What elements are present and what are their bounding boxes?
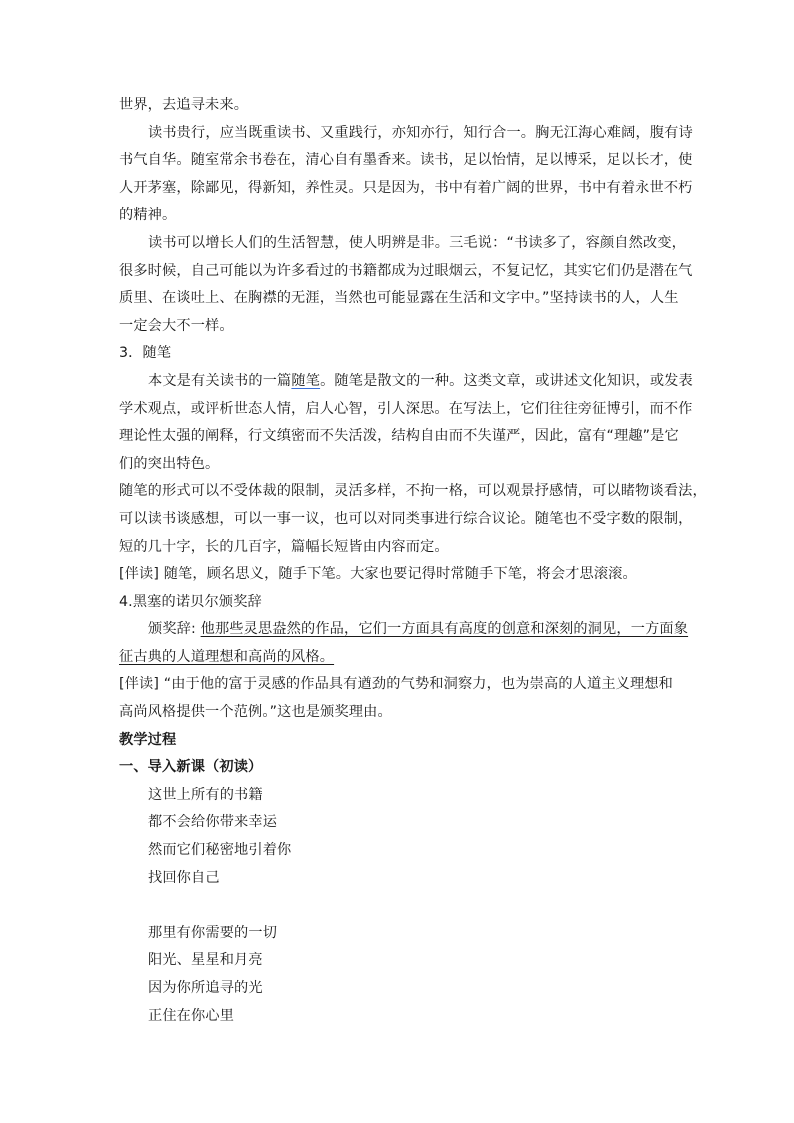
text-span: 。随笔是散文的一种。这类文章，或讲述文化知识，或发表 <box>320 372 693 389</box>
award-citation-line <box>119 616 689 644</box>
paragraph-line: 读书贵行，应当既重读书、又重践行，亦知亦行，知行合一。胸无江海心难阔，腹有诗 <box>148 124 693 141</box>
poem-line: 那里有你需要的一切 <box>148 924 278 941</box>
paragraph-line: 短的几十字，长的几百字，篇幅长短皆由内容而定。 <box>119 538 449 555</box>
companion-reading: 高尚风格提供一个范例。”这也是颁奖理由。 <box>119 704 392 721</box>
paragraph-line: 质里、在谈吐上、在胸襟的无涯，当然也可能显露在生活和文字中。”坚持读书的人，人生 <box>119 290 679 307</box>
poem-line: 这世上所有的书籍 <box>148 786 263 803</box>
paragraph-line: 书气自华。随室常余书卷在，清心自有墨香来。读书，足以怡情，足以博采，足以长才，使 <box>119 152 693 169</box>
paragraph-line: 随笔的形式可以不受体裁的限制，灵活多样，不拘一格，可以观景抒感情，可以睹物谈看法， <box>119 483 707 500</box>
marked-word: 随笔 <box>291 372 321 389</box>
intro-heading: 一、导入新课（初读） <box>119 759 263 776</box>
companion-reading: [伴读] “由于他的富于灵感的作品具有遒劲的气势和洞察力，也为崇高的人道主义理想和 <box>119 676 674 693</box>
teaching-process-heading: 教学过程 <box>119 731 177 748</box>
poem-line: 因为你所追寻的光 <box>148 980 263 996</box>
poem-line: 都不会给你带来幸运 <box>148 814 278 831</box>
paragraph-line: 的精神。 <box>119 207 177 224</box>
paragraph-line: 人开茅塞，除鄙见，得新知，养性灵。只是因为，书中有着广阔的世界，书中有着永世不朽 <box>119 179 693 196</box>
paragraph-line: 们的突出特色。 <box>119 455 220 472</box>
poem-line: 正住在你心里 <box>148 1007 235 1024</box>
paragraph-line: 一定会大不一样。 <box>119 317 234 334</box>
award-citation-line <box>119 644 679 672</box>
paragraph-line: 学术观点，或评析世态人情，启人心智，引人深思。在写法上，它们往往旁征博引，而不作 <box>119 400 693 417</box>
poem-line: 然而它们秘密地引着你 <box>148 842 292 859</box>
citation-text: 征古典的人道理想和高尚的风格。 <box>119 648 335 665</box>
document-page <box>119 92 707 1030</box>
paragraph-line: 理论性太强的阐释，行文缜密而不失活泼，结构自由而不失谨严，因此，富有“理趣”是它 <box>119 428 679 445</box>
citation-text: 他那些灵思盎然的作品，它们一方面具有高度的创意和深刻的洞见，一方面象 <box>200 621 689 638</box>
paragraph-line: 世界，去追寻未来。 <box>119 97 249 113</box>
stanza-break <box>119 892 679 920</box>
paragraph-line: 可以读书谈感想，可以一事一议，也可以对同类事进行综合议论。随笔也不受字数的限制， <box>119 510 693 527</box>
paragraph-line: 读书可以增长人们的生活智慧，使人明辨是非。三毛说：“书读多了，容颜自然改变， <box>148 234 686 251</box>
paragraph-line: 很多时候，自己可能以为许多看过的书籍都成为过眼烟云，不复记忆，其实它们仍是潜在气 <box>119 262 693 279</box>
paragraph-line <box>119 368 693 396</box>
poem-line: 阳光、星星和月亮 <box>148 952 263 969</box>
section-heading: 4.黑塞的诺贝尔颁奖辞 <box>119 593 262 610</box>
companion-reading: [伴读] 随笔，顾名思义，随手下笔。大家也要记得时常随手下笔，将会才思滚滚。 <box>119 566 637 583</box>
section-heading: 3．随笔 <box>119 345 172 362</box>
text-span: 本文是有关读书的一篇 <box>148 372 292 389</box>
poem-line: 找回你自己 <box>148 869 220 886</box>
citation-label: 颁奖辞: <box>148 621 201 638</box>
